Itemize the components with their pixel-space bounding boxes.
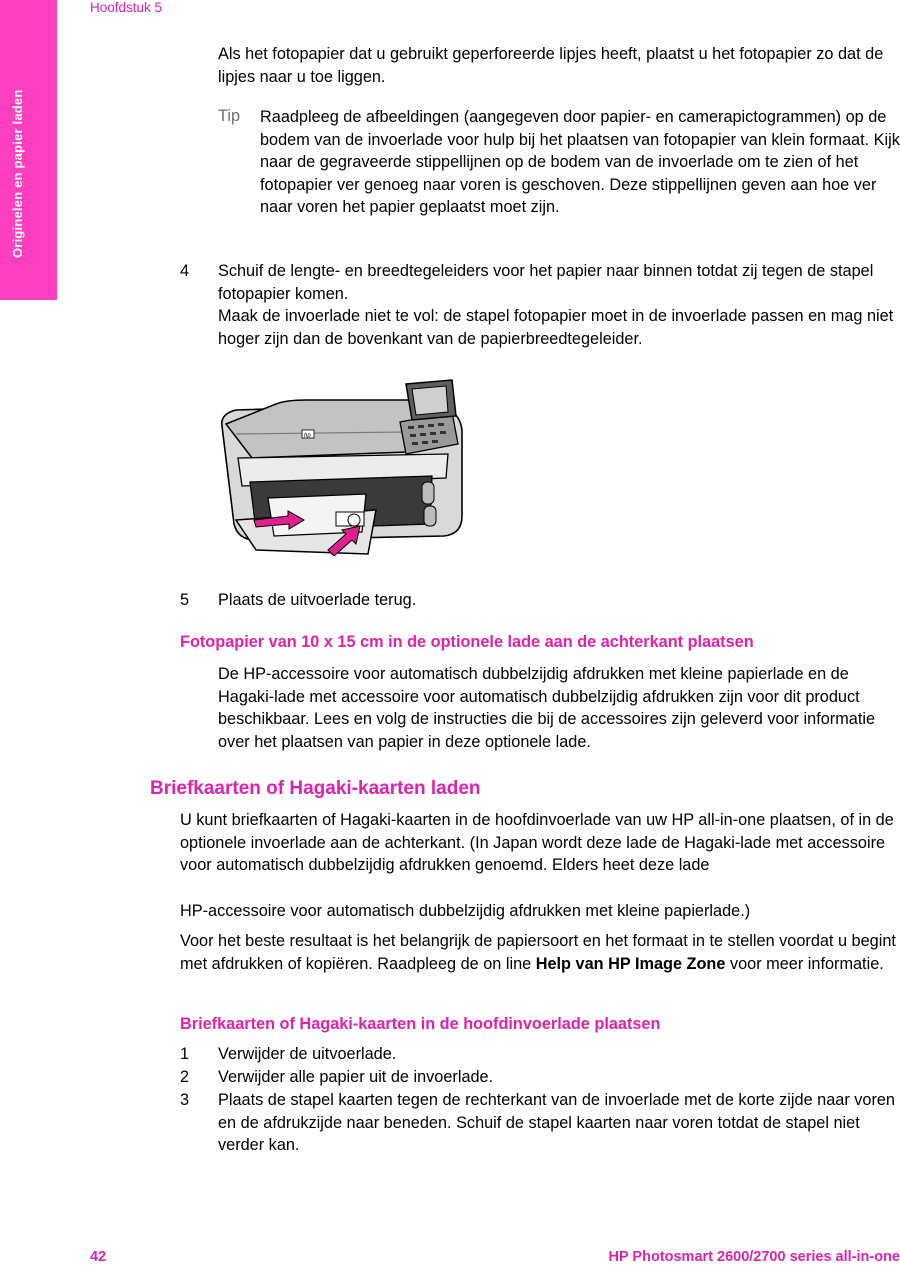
printer-drawing — [216, 374, 468, 556]
help-image-zone-link: Help van HP Image Zone — [535, 954, 726, 973]
chapter-header: Hoofdstuk 5 — [90, 0, 163, 15]
step-4-note: Maak de invoerlade niet te vol: de stapel fotopapier moet in de invoerlade passen en mag niet hoger zijn dan de bovenkant van de papierbreedtegeleider. — [218, 307, 894, 348]
page-number: 42 — [90, 1249, 107, 1265]
rear-tray-heading: Fotopapier van 10 x 15 cm in de optionele lade aan de achterkant plaatsen — [180, 633, 754, 651]
step-1-text: Verwijder de uitvoerlade. — [218, 1045, 397, 1063]
step-5-number: 5 — [180, 591, 190, 609]
step-3-text: Plaats de stapel kaarten tegen de rechterkant van de invoerlade met de korte zijde naar voren en de afdrukzijde naar beneden. Schuif de stapel kaarten naar voren totdat de stapel niet verder kan. — [218, 1091, 895, 1155]
tip-label: Tip — [218, 107, 241, 125]
step-3-number: 3 — [180, 1091, 190, 1109]
cards-paragraph-1b: HP-accessoire voor automatisch dubbelzijdig afdrukken met kleine papierlade.) — [180, 902, 751, 920]
cards-paragraph-2 — [180, 930, 900, 975]
step-2-number: 2 — [180, 1068, 190, 1086]
cards-paragraph-2-end: voor meer informatie. — [729, 954, 884, 973]
step-5-text: Plaats de uitvoerlade terug. — [218, 591, 417, 609]
printer-illustration — [216, 374, 468, 556]
footer-product: HP Photosmart 2600/2700 series all-in-one — [608, 1249, 900, 1265]
cards-paragraph-1: U kunt briefkaarten of Hagaki-kaarten in de hoofdinvoerlade van uw HP all-in-one plaatsen, of in de optionele invoerlade aan de achterkant. (In Japan wordt deze lade de Hagaki-lade met accessoire voor automatisch dubbelzijdig afdrukken genoemd. Elders heet deze lade — [180, 811, 894, 875]
cards-paragraph-2-text: Voor het beste resultaat is het belangrijk de papiersoort en het formaat in te stellen voordat u begint met afdrukken of kopiëren. Raadpleeg de on line — [180, 932, 896, 973]
main-tray-heading: Briefkaarten of Hagaki-kaarten in de hoofdinvoerlade plaatsen — [180, 1015, 661, 1033]
hp-logo-text: hp — [304, 433, 311, 439]
step-4-text: Schuif de lengte- en breedtegeleiders voor het papier naar binnen totdat zij tegen de stapel fotopapier komen. — [218, 262, 874, 303]
side-tab — [0, 0, 57, 300]
step-2-text: Verwijder alle papier uit de invoerlade. — [218, 1068, 494, 1086]
side-tab-label: Originelen en papier laden — [10, 89, 25, 258]
step-1-number: 1 — [180, 1045, 190, 1063]
rear-tray-paragraph: De HP-accessoire voor automatisch dubbelzijdig afdrukken met kleine papierlade en de Hagaki-lade met accessoire voor automatisch dubbelzijdig afdrukken zijn voor dit product beschikbaar. Lees en volg de instructies die bij de accessoires zijn geleverd voor informatie over het plaatsen van papier in deze optionele lade. — [218, 665, 876, 751]
cards-heading: Briefkaarten of Hagaki-kaarten laden — [150, 778, 481, 799]
step-4-number: 4 — [180, 262, 190, 280]
tip-text: Raadpleeg de afbeeldingen (aangegeven door papier- en camerapictogrammen) op de bodem van de invoerlade voor hulp bij het plaatsen van fotopapier van klein formaat. Kijk naar de gegraveerde stippellijnen op de bodem van de invoerlade om te zien of het fotopapier ver genoeg naar voren is geschoven. Deze stippellijnen geven aan hoe ver naar voren het papier geplaatst moet zijn. — [260, 108, 900, 217]
intro-paragraph: Als het fotopapier dat u gebruikt geperforeerde lipjes heeft, plaatst u het fotopapier zo dat de lipjes naar u toe liggen. — [218, 45, 884, 86]
